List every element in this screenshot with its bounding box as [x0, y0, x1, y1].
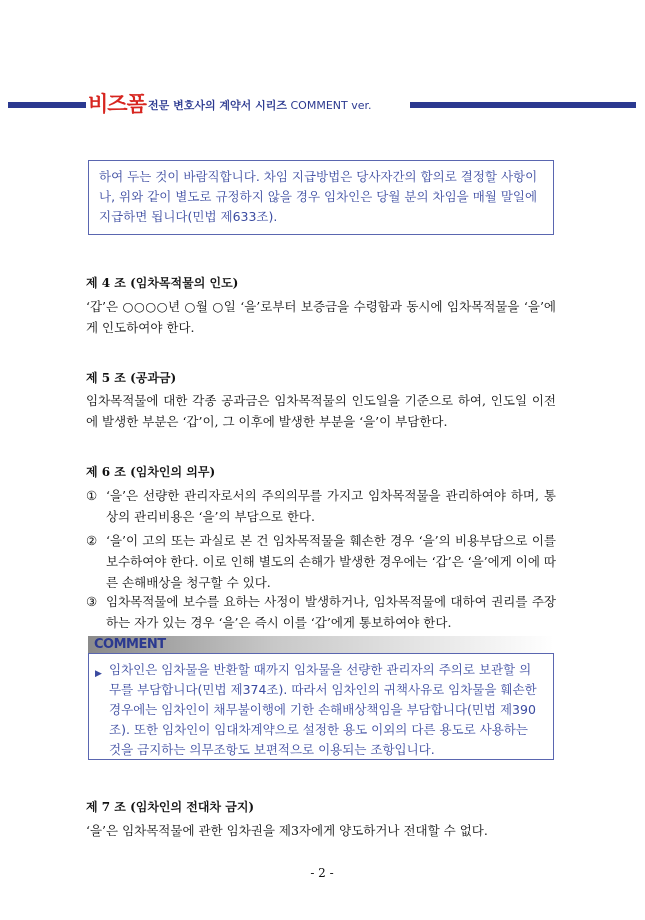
- intro-comment-box: [88, 160, 554, 235]
- intro-comment-text: 하여 두는 것이 바람직합니다. 차임 지급방법은 당사자간의 합의로 결정할 사항이나, 위와 같이 별도로 규정하지 않을 경우 임차인은 당월 분의 차임을 매월 말일에 지급하면 됩니다(민법 제633조).: [99, 169, 538, 224]
- item-number: ②: [86, 533, 98, 548]
- article-5-body: 임차목적물에 대한 각종 공과금은 임차목적물의 인도일을 기준으로 하여, 인도일 이전에 발생한 부분은 ‘갑’이, 그 이후에 발생한 부분을 ‘을’이 부담한다.: [86, 393, 556, 429]
- document-page: [8, 8, 636, 912]
- item-text: ‘을’이 고의 또는 과실로 본 건 임차목적물을 훼손한 경우 ‘을’의 비용부담으로 이를 보수하여야 한다. 이로 인해 별도의 손해가 발생한 경우에는 ‘갑’은 ‘을’에게 이에 따른 손해배상을 청구할 수 있다.: [106, 533, 556, 590]
- series-title: [148, 97, 372, 113]
- article-5-title: 제 5 조 (공과금): [86, 371, 177, 385]
- article-6-item-2: [86, 530, 556, 593]
- article-4-body: ‘갑’은 ○○○○년 ○월 ○일 ‘을’로부터 보증금을 수령함과 동시에 임차목적물을 ‘을’에게 인도하여야 한다.: [86, 299, 556, 335]
- article-7-body: ‘을’은 임차목적물에 관한 임차권을 제3자에게 양도하거나 전대할 수 없다.: [86, 823, 488, 838]
- item-text: 임차목적물에 보수를 요하는 사정이 발생하거나, 임차목적물에 대하여 권리를 주장하는 자가 있는 경우 ‘을’은 즉시 이를 ‘갑’에게 통보하여야 한다.: [106, 594, 556, 630]
- comment-header: [88, 636, 554, 654]
- series-prefix: 전문 변호사의 계약서 시리즈: [148, 99, 287, 112]
- article-7-title: 제 7 조 (임차인의 전대차 금지): [86, 800, 255, 814]
- header-rule-right: [410, 102, 636, 108]
- series-suffix: COMMENT ver.: [290, 99, 372, 112]
- comment-box: [88, 653, 554, 760]
- article-6-item-3: [86, 591, 556, 633]
- header-rule-left: [8, 102, 86, 108]
- page-number: - 2 -: [310, 866, 334, 880]
- item-number: ①: [86, 488, 98, 503]
- article-4-title: 제 4 조 (임차목적물의 인도): [86, 276, 239, 290]
- article-6-title: 제 6 조 (임차인의 의무): [86, 465, 216, 479]
- comment-text: 임차인은 임차물을 반환할 때까지 임차물을 선량한 관리자의 주의로 보관할 의무를 부담합니다(민법 제374조). 따라서 임차인의 귀책사유로 임차물을 훼손한 경우에는 임차인이 채무불이행에 기한 손해배상책임을 부담합니다(민법 제390조). 또한 임차인이 임대차계약으로 설정한 용도 이외의 다른 용도로 사용하는 것을 금지하는 의무조항도 보편적으로 이용되는 조항입니다.: [109, 662, 537, 757]
- item-text: ‘을’은 선량한 관리자로서의 주의의무를 가지고 임차목적물을 관리하여야 하며, 통상의 관리비용은 ‘을’의 부담으로 한다.: [106, 488, 556, 524]
- item-number: ③: [86, 594, 98, 609]
- triangle-bullet-icon: ▶: [95, 669, 102, 679]
- brand-logo: 비즈폼: [88, 92, 146, 116]
- comment-label: COMMENT: [94, 637, 166, 652]
- article-6-item-1: [86, 485, 556, 527]
